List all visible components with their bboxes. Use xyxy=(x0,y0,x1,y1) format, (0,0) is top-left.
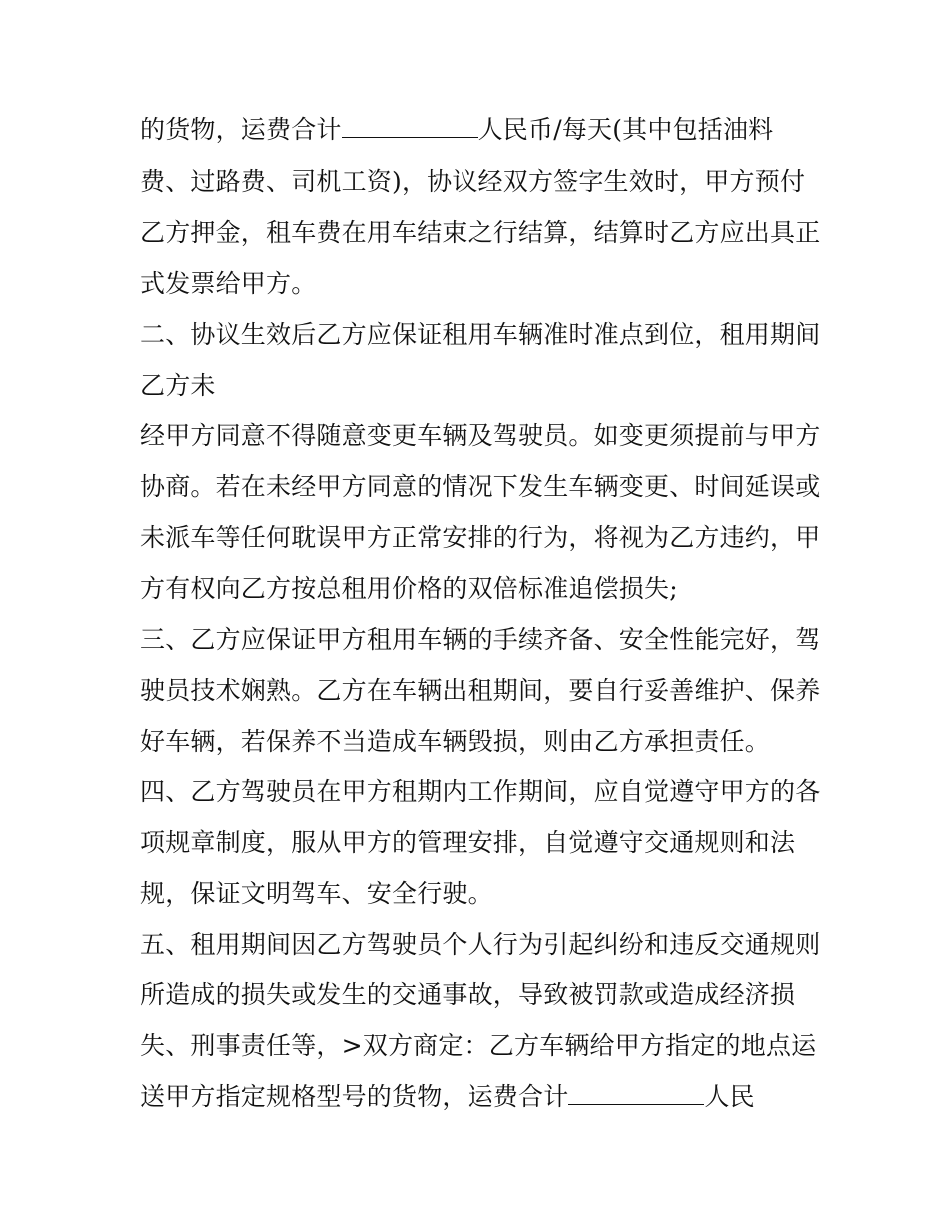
text-line-2 xyxy=(140,167,805,197)
text-line-12 xyxy=(140,676,820,706)
text-segment: 驶员技术娴熟。乙方在车辆出租期间，要自行妥善维护、保养 xyxy=(140,676,821,705)
text-line-4 xyxy=(140,269,316,299)
text-line-13 xyxy=(140,727,770,757)
text-segment: 四、乙方驾驶员在甲方租期内工作期间，应自觉遵守甲方的各 xyxy=(140,777,821,806)
text-segment: 失、刑事责任等，>双方商定：乙方车辆给甲方指定的地点运 xyxy=(140,1031,817,1060)
text-line-15 xyxy=(140,828,795,858)
text-line-1 xyxy=(140,115,773,145)
text-line-10 xyxy=(140,574,678,604)
text-line-8 xyxy=(140,472,820,502)
text-segment: 好车辆，若保养不当造成车辆毁损，则由乙方承担责任。 xyxy=(140,727,771,756)
text-segment: 五、租用期间因乙方驾驶员个人行为引起纠纷和违反交通规则 xyxy=(140,930,821,959)
text-segment: 未派车等任何耽误甲方正常安排的行为，将视为乙方违约，甲 xyxy=(140,523,821,552)
text-segment: 送甲方指定规格型号的货物，运费合计 xyxy=(140,1082,569,1111)
text-segment: 规，保证文明驾车、安全行驶。 xyxy=(140,879,493,908)
text-line-7 xyxy=(140,421,820,451)
text-line-9 xyxy=(140,523,820,553)
text-segment: 乙方押金，租车费在用车结束之行结算，结算时乙方应出具正 xyxy=(140,218,821,247)
text-segment: 费、过路费、司机工资)，协议经双方签字生效时，甲方预付 xyxy=(140,167,806,196)
text-segment: 方有权向乙方按总租用价格的双倍标准追偿损失; xyxy=(140,574,678,603)
text-segment: 项规章制度，服从甲方的管理安排，自觉遵守交通规则和法 xyxy=(140,828,796,857)
text-segment: 三、乙方应保证甲方租用车辆的手续齐备、安全性能完好，驾 xyxy=(140,625,821,654)
text-line-14 xyxy=(140,777,820,807)
text-segment: 人民 xyxy=(704,1082,755,1111)
text-line-3 xyxy=(140,218,820,248)
text-segment: 经甲方同意不得随意变更车辆及驾驶员。如变更须提前与甲方 xyxy=(140,421,821,450)
text-line-20 xyxy=(140,1082,755,1112)
text-line-11 xyxy=(140,625,820,655)
text-line-5 xyxy=(140,320,820,350)
text-line-6 xyxy=(140,371,216,401)
text-segment: 协商。若在未经甲方同意的情况下发生车辆变更、时间延误或 xyxy=(140,472,821,501)
text-line-18 xyxy=(140,980,795,1010)
text-segment: 人民币/每天(其中包括油料 xyxy=(477,115,774,144)
fill-in-blank xyxy=(342,115,478,138)
text-segment: 二、协议生效后乙方应保证租用车辆准时准点到位，租用期间 xyxy=(140,320,821,349)
text-segment: 的货物，运费合计 xyxy=(140,115,342,144)
fill-in-blank xyxy=(568,1082,704,1105)
text-line-17 xyxy=(140,930,820,960)
text-line-16 xyxy=(140,879,493,909)
text-segment: 乙方未 xyxy=(140,371,216,400)
text-segment: 式发票给甲方。 xyxy=(140,269,317,298)
text-line-19 xyxy=(140,1031,816,1061)
text-segment: 所造成的损失或发生的交通事故，导致被罚款或造成经济损 xyxy=(140,980,796,1009)
